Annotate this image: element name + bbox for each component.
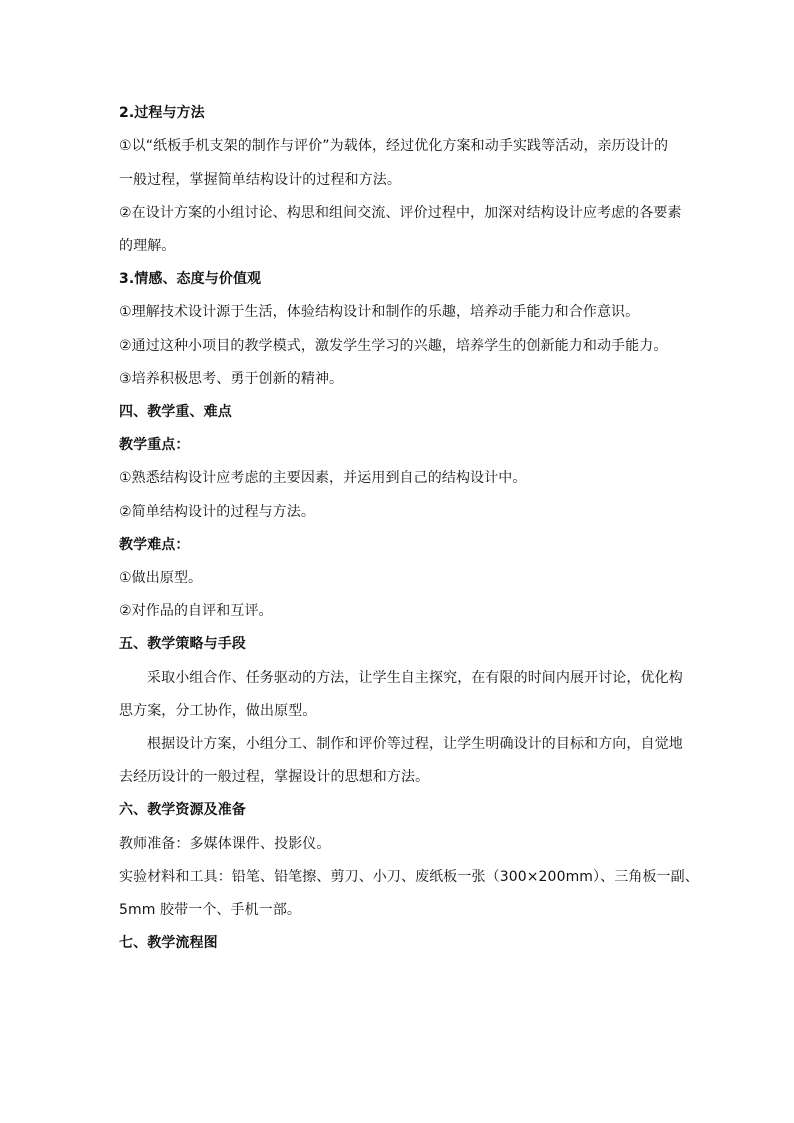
heading-resources: 六、教学资源及准备 (119, 802, 246, 818)
paragraph-line: 思方案，分工协作，做出原型。 (119, 703, 317, 719)
paragraph-line: ③培养积极思考、勇于创新的精神。 (119, 371, 344, 387)
paragraph-line: ②通过这种小项目的教学模式，激发学生学习的兴趣，培养学生的创新能力和动手能力。 (119, 338, 668, 354)
paragraph-line: ②对作品的自评和互评。 (119, 603, 273, 619)
paragraph-line: 根据设计方案，小组分工、制作和评价等过程，让学生明确设计的目标和方向，自觉地 (147, 736, 683, 752)
paragraph-line: ①熟悉结构设计应考虑的主要因素，并运用到自己的结构设计中。 (119, 470, 527, 486)
paragraph-line: 的理解。 (119, 238, 176, 254)
heading-key-difficult-points: 四、教学重、难点 (119, 404, 232, 420)
paragraph-line: ②在设计方案的小组讨论、构思和组间交流、评价过程中，加深对结构设计应考虑的各要素 (119, 205, 682, 221)
paragraph-line: 教师准备：多媒体课件、投影仪。 (119, 836, 331, 852)
paragraph-line: ②简单结构设计的过程与方法。 (119, 504, 315, 520)
paragraph-line: ①以“纸板手机支架的制作与评价”为载体，经过优化方案和动手实践等活动，亲历设计的 (119, 138, 669, 154)
heading-flowchart: 七、教学流程图 (119, 935, 218, 951)
subheading-key-points: 教学重点： (119, 437, 190, 453)
heading-process-method: 2.过程与方法 (119, 105, 205, 121)
heading-emotion-values: 3.情感、态度与价值观 (119, 271, 262, 287)
paragraph-line: 实验材料和工具：铅笔、铅笔擦、剪刀、小刀、废纸板一张（300×200mm）、三角板一副、 (119, 869, 699, 885)
paragraph-line: 去经历设计的一般过程，掌握设计的思想和方法。 (119, 769, 430, 785)
paragraph-line: 5mm 胶带一个、手机一部。 (119, 902, 302, 918)
paragraph-line: ①理解技术设计源于生活，体验结构设计和制作的乐趣，培养动手能力和合作意识。 (119, 304, 640, 320)
paragraph-line: 采取小组合作、任务驱动的方法，让学生自主探究，在有限的时间内展开讨论，优化构 (147, 670, 683, 686)
subheading-difficult-points: 教学难点： (119, 537, 190, 553)
heading-strategies: 五、教学策略与手段 (119, 636, 246, 652)
paragraph-line: ①做出原型。 (119, 570, 203, 586)
paragraph-line: 一般过程，掌握简单结构设计的过程和方法。 (119, 172, 401, 188)
